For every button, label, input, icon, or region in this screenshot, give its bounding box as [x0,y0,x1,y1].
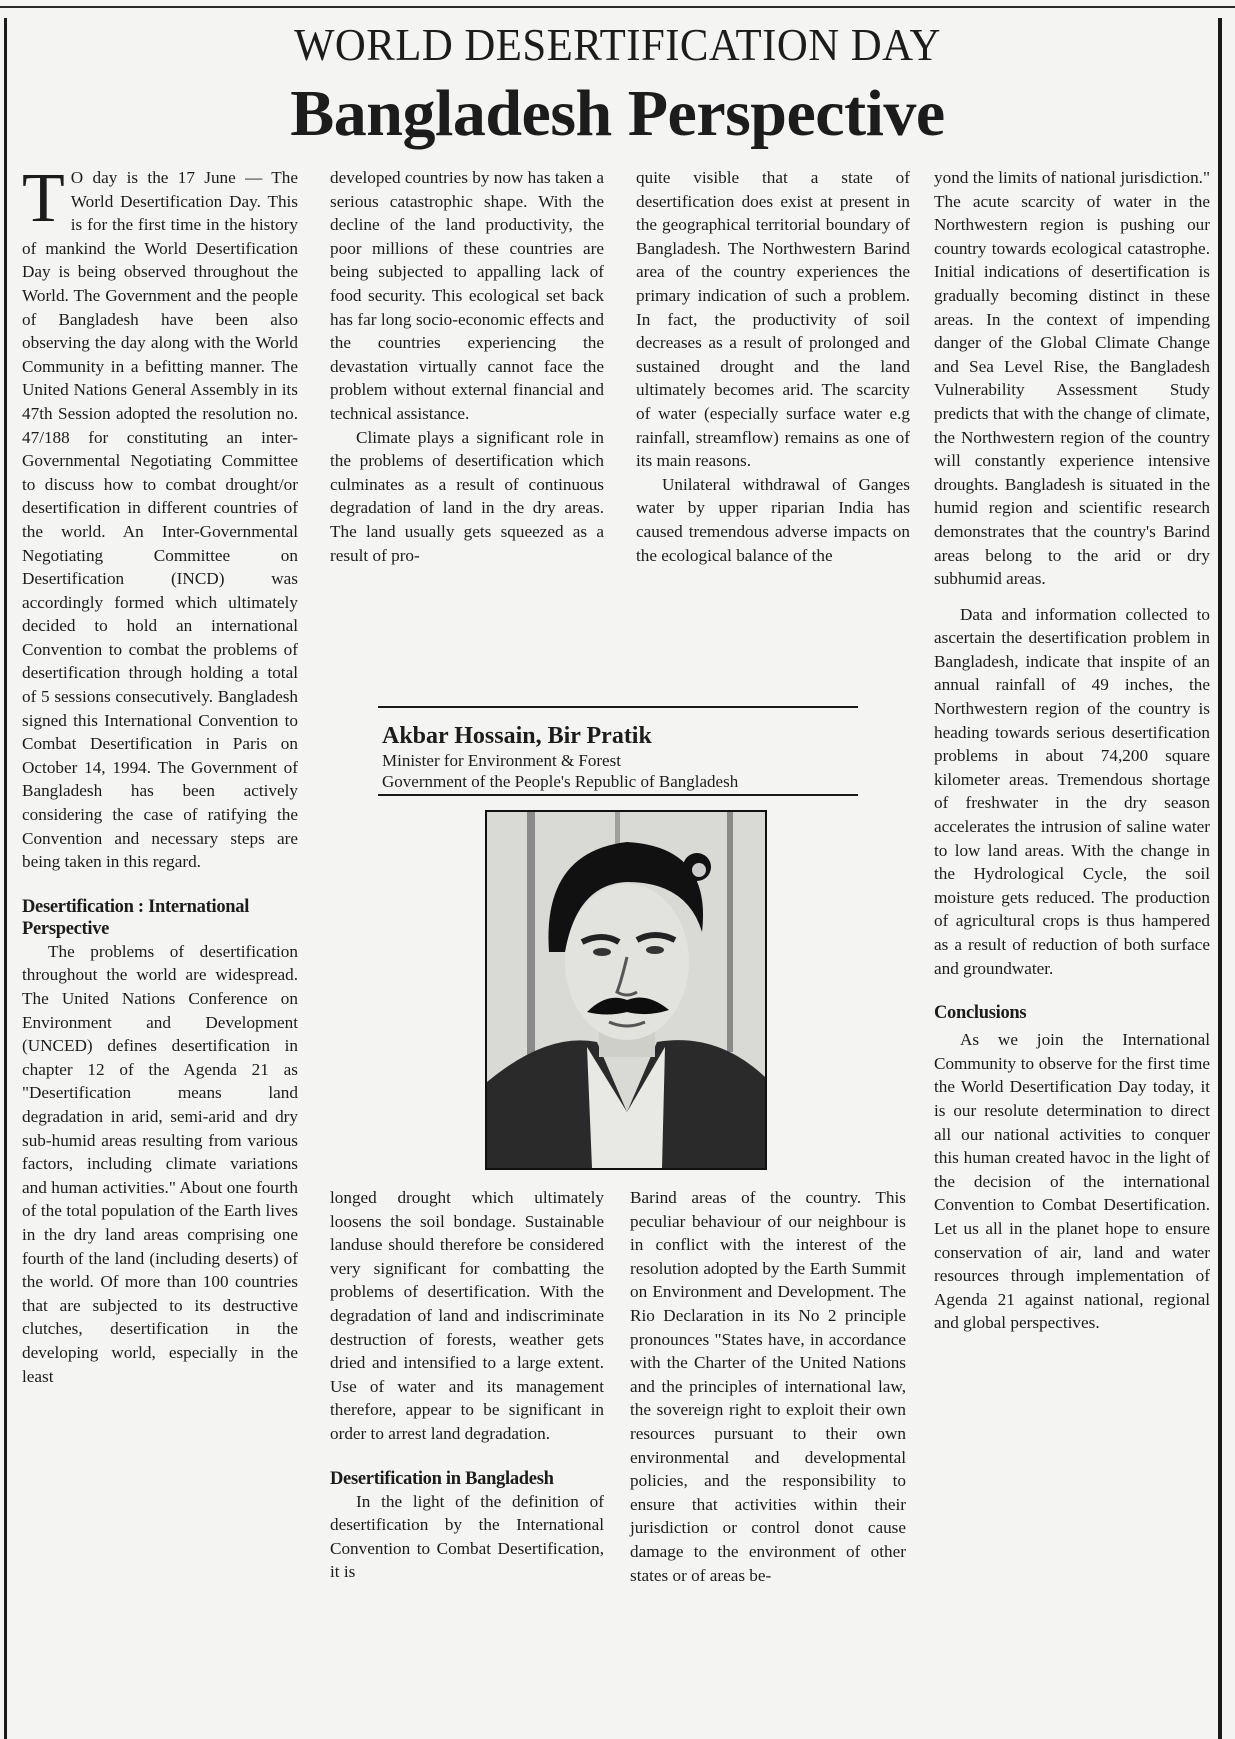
top-rule [0,6,1235,8]
portrait-image-icon [487,812,765,1168]
left-border-rule [4,18,7,1739]
paragraph: yond the limits of national jurisdiction." The acute scarcity of water in the Northwestern region is pushing our country towards ecological catastrophe. Initial indications of desertification is gradually becoming distinct in these areas. In the context of impending danger of the Global Climate Change and Sea Level Rise, the Bangladesh Vulnerability Assessment Study predicts that with the change of climate, the Northwestern region of the country will constantly experience intensive droughts. Bangladesh is situated in the humid region and scientific research demonstrates that the country's Barind areas belong to the arid or dry subhumid areas. [934,168,1210,589]
subhead-desertification-in-bangladesh: Desertification in Bangladesh [330,1468,554,1489]
author-affiliation: Government of the People's Republic of Bangladesh [382,772,739,791]
intro-text: O day is the 17 June — The World Desertification Day. This is for the first time in the history of mankind the World Desertification Day is being observed throughout the World. The Government and the people of Bangladesh have been also observing the day along with the World Community in a befitting manner. The United Nations General Assembly in its 47th Session adopted the resolution no. 47/188 for constituting an inter-Governmental Negotiating Committee to discuss how to combat drought/or desertification in different countries of the world. An Inter-Governmental Negotiating Committee on Desertification (INCD) was accordingly formed which ultimately decided to hold an international Convention to combat the problems of desertification through holding a total of 5 sessions consecutively. Bangladesh signed this International Convention to Combat Desertification in Paris on October 14, 1994. The Government of Bangladesh has been actively considering the case of ratifying the Convention and necessary steps are being taken in this regard. [22,168,298,872]
author-byline [378,706,858,796]
article-headline: Bangladesh Perspective [290,77,945,150]
paragraph: Unilateral withdrawal of Ganges water by upper riparian India has caused tremendous adverse impacts on the ecological balance of the [636,474,910,565]
column-1 [22,160,298,1388]
paragraph: Barind areas of the country. This peculiar behaviour of our neighbour is in conflict with the interest of the resolution adopted by the Earth Summit on Environment and Development. The Rio Declaration in its No 2 principle pronounces "States have, in accordance with the Charter of the United Nations and the principles of international law, the sovereign right to exploit their own resources pursuant to their own environmental and developmental policies, and the responsibility to ensure that activities within their jurisdiction or control donot cause damage to the environment of other states or of areas be- [630,1188,906,1585]
right-border-rule [1218,18,1222,1739]
drop-cap: T [22,160,65,237]
column-4 [934,166,1210,1335]
author-name: Akbar Hossain, Bir Pratik [382,723,652,749]
column-3-top [636,166,910,567]
paragraph: longed drought which ultimately loosens the soil bondage. Sustainable landuse should therefore be considered very significant for combatting the problems of desertification. With the degradation of land and indiscriminate destruction of forests, weather gets dried and intensified to a large extent. Use of water and its management therefore, appear to be significant in order to arrest land degradation. [330,1188,604,1443]
intro-paragraph [22,160,298,874]
subhead-international-perspective: Desertification : International Perspective [22,896,250,939]
paragraph: developed countries by now has taken a serious catastrophic shape. With the decline of the land productivity, the poor millions of these countries are being subjected to appalling lack of food security. This ecological set back has far long socio-economic effects and the countries experiencing the devastation virtually cannot face the problem without external financial and technical assistance. [330,168,604,423]
author-photo [485,810,767,1170]
author-title: Minister for Environment & Forest [382,751,621,770]
paragraph: As we join the International Community to observe for the first time the World Desertification Day today, it is our resolute determination to direct all our national activities to conquer this human created havoc in the light of the decision of the international Convention to Combat Desertification. Let us all in the planet hope to ensure conservation of air, land and water resources through implementation of Agenda 21 against national, regional and global perspectives. [934,1030,1210,1333]
paragraph: In the light of the definition of desertification by the International Convention to Combat Desertification, it is [330,1491,604,1582]
paragraph: Climate plays a significant role in the problems of desertification which culminates as a result of continuous degradation of land in the dry areas. The land usually gets squeezed as a result of pro- [330,427,604,565]
column-3-bottom [630,1186,906,1587]
column-2-top [330,166,604,567]
column-2-bottom [330,1186,604,1584]
paragraph: Data and information collected to ascertain the desertification problem in Bangladesh, indicate that inspite of an annual rainfall of 49 inches, the Northwestern region of the country is heading towards serious desertification problems in about 74,200 square kilometer areas. Tremendous shortage of freshwater in the dry season accelerates the intrusion of saline water to low land areas. With the change in the Hydrological Cycle, the soil moisture gets reduced. The production of agricultural crops is thus hampered as a result of reduction of both surface and groundwater. [934,604,1210,978]
paragraph: quite visible that a state of desertification does exist at present in the geographical territorial boundary of Bangladesh. The Northwestern Barind area of the country experiences the primary indication of such a problem. In fact, the productivity of soil decreases as a result of prolonged and sustained drought and the land ultimately becomes arid. The scarcity of water (especially surface water e.g rainfall, streamflow) remains as one of its main reasons. [636,168,910,471]
paragraph: The problems of desertification throughout the world are widespread. The United Nations Conference on Environment and Development (UNCED) defines desertification in chapter 12 of the Agenda 21 as "Desertification means land degradation in arid, semi-arid and dry sub-humid areas resulting from various factors, including climate variations and human activities." About one fourth of the total population of the Earth lives in the dry land areas comprising one fourth of the land (including deserts) of the world. Of more than 100 countries that are subjected to its destructive clutches, desertification in the developing world, especially in the least [22,941,298,1386]
subhead-conclusions: Conclusions [934,1003,1027,1024]
article-kicker: WORLD DESERTIFICATION DAY [294,19,941,70]
